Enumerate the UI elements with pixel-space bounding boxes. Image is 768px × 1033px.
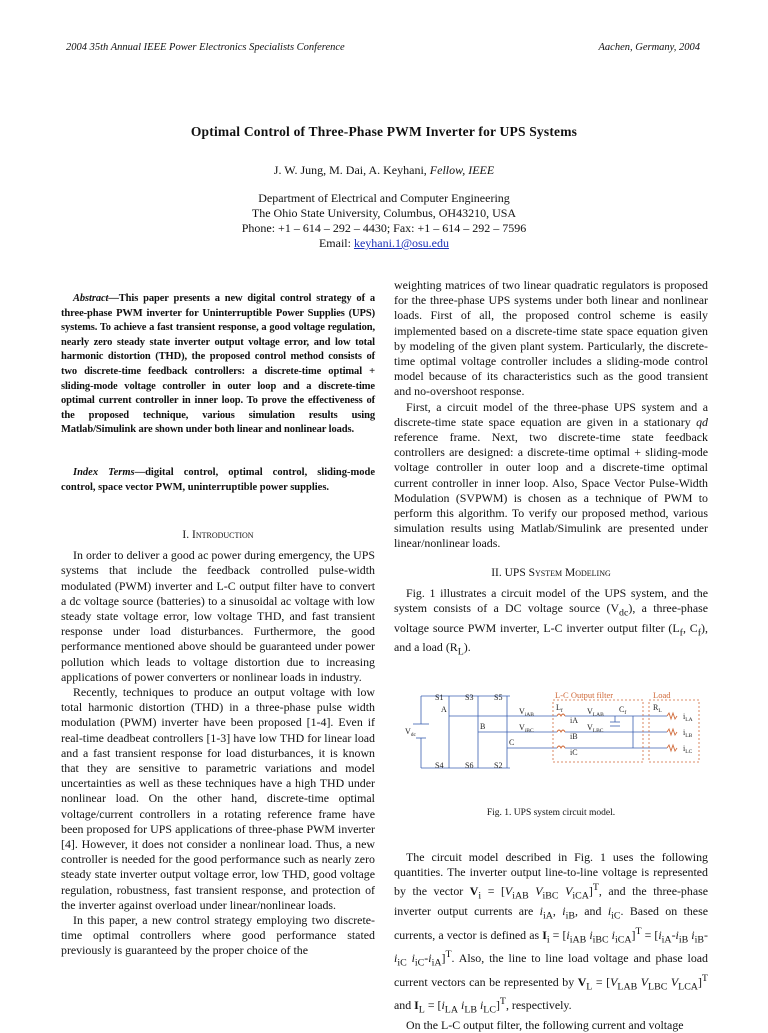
vdc-label: $V_{dc}$ [405, 727, 416, 738]
body-paragraph [394, 586, 708, 660]
location-header: Aachen, Germany, 2004 [598, 42, 700, 53]
p3b-text: ), a three-phase voltage source PWM inverter, L-C inverter output filter (L [394, 601, 709, 635]
sub-f: f [679, 627, 683, 639]
p3-text: Fig. 1 illustrates a circuit model of the UPS system, and the system consists of a DC voltage source (V [394, 585, 708, 616]
affiliation [0, 191, 768, 251]
p4a-text: The circuit model described in Fig. 1 uses the following quantities. The inverter output line-to-line voltage is represented by the vector [394, 850, 708, 899]
cf-label: $C_f$ [619, 705, 627, 716]
section-heading-modeling [394, 566, 708, 581]
ilc-label: $i_{LC}$ [683, 744, 693, 755]
switch-label: S5 [494, 693, 503, 702]
vlab-label: $V_{LAB}$ [587, 707, 604, 718]
email-label: Email: [318, 236, 354, 250]
node-label: A [441, 705, 447, 714]
conference-header: 2004 35th Annual IEEE Power Electronics Specialists Conference [66, 42, 345, 53]
body-paragraph: weighting matrices of two linear quadratic regulators is proposed for the three-phase UPS systems under both linear and nonlinear loads. First of all, the proposed control scheme is easily implemented based on a discrete-time state space equation given by modeling of the given plant system. Particularly, the discrete-time optimal voltage controller includes a sliding-mode control model because of its characteristics such as the good transient and no-overshoot response. [394, 278, 708, 399]
abstract-text: —This paper presents a new digital control strategy of a three-phase PWM inverter for Uninterruptible Power Supplies (UPS) systems. To achieve a fast transient response, a good voltage regulation, nearly zero steady state inverter output voltage error, and low total harmonic distortion (THD), the proposed control method consists of two discrete-time feedback controllers: a discrete-time optimal + sliding-mode voltage controller in outer loop and a discrete-time optimal current controller in inner loop. To prove the effectiveness of the proposed technique, various simulation results using Matlab/Simulink are shown under both linear and nonlinear loads. [61, 293, 375, 436]
email-link[interactable]: keyhani.1@osu.edu [353, 236, 450, 250]
abstract [61, 292, 375, 438]
fellow-label: Fellow, IEEE [429, 163, 495, 177]
rl-label: $R_L$ [653, 703, 662, 714]
lf-label: $L_f$ [556, 703, 563, 714]
viab-label: $V_{iAB}$ [519, 707, 534, 718]
index-terms-label: Index Terms [73, 467, 135, 478]
affiliation-phone: Phone: +1 – 614 – 292 – 4430; Fax: +1 – 614 – 292 – 7596 [241, 221, 527, 235]
p2b: reference frame. Next, two discrete-time state feedback controllers are designed: a discrete-time optimal + sliding-mode voltage controller in outer loop and a discrete-time optimal current controller in inner loop. Also, Space Vector Pulse-Width Modulation (SVPWM) is chosen as a technique of PWM to perform this algorithm. To verify our proposed method, various simulation results using Matlab/Simulink are presented under linear/nonlinear loads. [394, 430, 708, 551]
vlbc-label: $V_{LBC}$ [587, 723, 604, 734]
affiliation-dept: Department of Electrical and Computer Engineering [258, 191, 510, 205]
intro-paragraph: Recently, techniques to produce an output voltage with low total harmonic distortion (THD) in a three-phase pulse width modulation (PWM) inverter have been proposed [1-4]. Even if real-time deadbeat controllers [1-3] have low THD for linear load and a fast transient response for load disturbances, it is known that they are sensitive to parametric variations and model uncertainties as well as these techniques have a high THD under nonlinear load. On the other hand, discrete-time optimal voltage/current controllers in a rotating reference frame have been proposed for UPS applications of three-phase PWM inverter [4]. However, it does not consider a nonlinear load. Thus, a new controller is needed for the good performance such as nearly zero steady state inverter output voltage error, low THD, good voltage regulation, robustness, fast transient response, and protection of the inverter against overload under linear/nonlinear loads. [61, 685, 375, 912]
vibc-label: $V_{iBC}$ [519, 723, 534, 734]
right-column-top [394, 278, 708, 660]
node-label: B [480, 722, 486, 731]
p4d-text: . Also, the line to line load voltage and phase load current vectors can be represented by [394, 951, 708, 989]
p4e-text: , respectively. [505, 998, 572, 1013]
affiliation-email-line [0, 236, 768, 251]
model-num: II. UPS [491, 566, 529, 579]
figure-caption: Fig. 1. UPS system circuit model. [486, 808, 616, 818]
ia-label: iA [570, 716, 578, 725]
intro-paragraph: In this paper, a new control strategy employing two discrete-time optimal controllers where good performance stated previously is guaranteed by the proper choice of the [61, 913, 375, 958]
load-label: Load [653, 690, 671, 700]
qd-label: qd [696, 414, 708, 429]
ic-label: iC [570, 748, 578, 757]
section-heading-introduction [61, 528, 375, 543]
switch-label: S3 [465, 693, 474, 702]
node-label: C [509, 738, 515, 747]
body-paragraph [394, 400, 708, 552]
sub-dc: dc [619, 607, 629, 619]
circuit-wires [413, 696, 667, 768]
right-column-bottom [394, 850, 708, 1033]
left-column-body [61, 528, 375, 959]
switch-label: S6 [465, 761, 474, 770]
model-title: System Modeling [528, 566, 611, 579]
switch-label: S1 [435, 693, 444, 702]
intro-title: Introduction [191, 529, 254, 541]
ilb-label: $i_{LB}$ [683, 728, 693, 739]
p2a: First, a circuit model of the three-phase UPS system and a discrete-time state space equation are given in a stationary [394, 399, 708, 429]
ila-label: $i_{LA}$ [683, 712, 693, 723]
paper-title: Optimal Control of Three-Phase PWM Inverter for UPS Systems [190, 124, 578, 139]
body-paragraph: On the L-C output filter, the following current and voltage [406, 1017, 684, 1032]
intro-paragraph: In order to deliver a good ac power during emergency, the UPS systems that include the feedback controlled pulse-width modulated (PWM) inverter and L-C output filter have to convert a dc voltage source (batteries) to a sinusoidal ac voltage with low steady state voltage error, low voltage THD, and fast transient response under load disturbances. Furthermore, the good performance mentioned above should be guaranteed under power pollution which leads to voltage distortion due to increasing applications of power converters or nonlinear loads in industry. [61, 548, 375, 684]
body-paragraph: The circuit model described in Fig. 1 uses the following quantities. The inverter output line-to-line voltage is represented by the vector $V_i = [V_{iAB}$ $V_{iBC}$ $V_{iCA}]^T$, and the three-phase inverter output currents are $i_{iA}$, $i_{iB}$, and $i_{iC}$. Based on these currents, a vector is defined as $I_i = [i_{iAB}$ $i_{iBC}$ $i_{iCA}]^T = [i_{iA}-i_{iB}$ $i_{iB}-i_{iC}$ $i_{iC}-i_{iA}]^T$. Also, the line to line load voltage and phase load current vectors can be represented by $V_L = [V_{LAB}$ $V_{LBC}$ $V_{LCA}]^T$ and $I_L = [i_{LA}$ $i_{LB}$ $i_{LC}]^T$, respectively. [394, 850, 708, 1016]
ups-circuit-figure [405, 688, 703, 776]
author-names: J. W. Jung, M. Dai, A. Keyhani, [273, 163, 430, 177]
affiliation-univ: The Ohio State University, Columbus, OH43210, USA [251, 206, 517, 220]
sub-l: L [457, 646, 464, 658]
p3c-text: , C [682, 620, 698, 635]
p3d-text: ), and a load (R [394, 620, 708, 655]
sub-f: f [697, 627, 702, 639]
switch-label: S4 [435, 761, 444, 770]
p3e-text: ). [463, 640, 471, 655]
filter-label: L-C Output filter [555, 690, 614, 700]
index-terms-text: —digital control, optimal control, sliding-mode control, space vector PWM, uninterruptible power supplies. [61, 467, 375, 493]
p4b-text: and the three-phase inverter output currents are [394, 884, 708, 918]
ib-label: iB [570, 732, 578, 741]
authors [0, 163, 768, 178]
p4c-text: . Based on these currents, a vector is defined as [394, 903, 708, 942]
switch-label: S2 [494, 761, 503, 770]
abstract-label: Abstract [73, 293, 109, 304]
intro-num: I. [182, 529, 192, 541]
index-terms [61, 466, 375, 495]
